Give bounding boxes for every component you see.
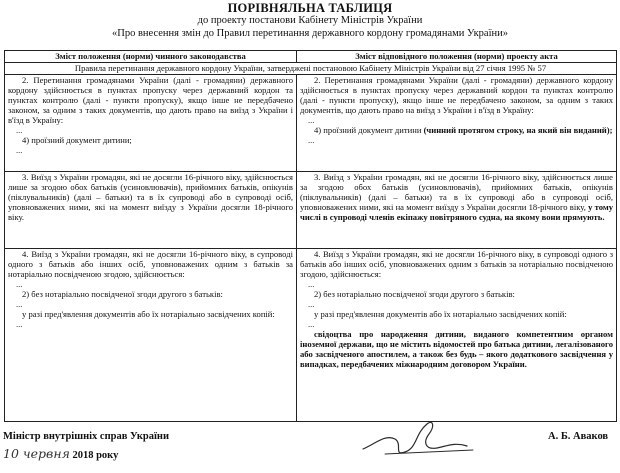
paragraph-text: 3. Виїзд з України громадян, які не досягли 16-річного віку, здійснюється лише за згодою обох батьків (усиновлювачів), прийомних батьків, опікунів (піклувальників) (далі – батьки) та в їх супроводі або в супроводі осіб, уповноважених ними, які на момент виїзду з України досягли 18-річного віку, [300,172,613,212]
table-header-row [5,51,617,63]
ellipsis: ... [308,299,315,309]
ellipsis: ... [16,299,23,309]
table-cell-draft [297,172,617,249]
list-item-text: 4) проїзний документ дитини [314,125,424,135]
minister-name: А. Б. Аваков [548,431,609,442]
document-title: ПОРІВНЯЛЬНА ТАБЛИЦЯ [227,1,393,15]
ellipsis: ... [308,135,315,145]
document-subtitle: до проекту постанови Кабінету Міністрів України [197,15,423,26]
list-item: у разі пред'явлення документів або їх нотаріально засвідчених копій: [314,309,567,319]
document-subtitle-resolution: «Про внесення змін до Правил перетинання державного кордону громадянами України» [112,28,508,39]
list-item: 2) без нотаріально посвідченої згоди другого з батьків: [314,289,515,299]
signing-date [3,446,118,461]
table-row [5,172,617,249]
list-item: 2) без нотаріально посвідченої згоди другого з батьків: [22,289,223,299]
list-item: 4) проїзний документ дитини; [22,135,132,145]
ellipsis: ... [16,125,23,135]
ellipsis: ... [16,145,23,155]
paragraph: 2. Перетинання громадянами України (далі - громадяни) державного кордону здійснюється в пунктах пропуску через державний кордон та пунктах контролю (далі - пункти пропуску), якщо інше не передбачено законом, за одним з таких документів, що дають право на виїзд з України і в'їзд в Україну: [8,75,293,125]
paragraph [300,172,613,222]
table-row [5,249,617,422]
column-header-draft: Зміст відповідного положення (норми) проекту акта [297,51,617,63]
table-cell-current [5,249,297,422]
list-item [300,125,613,135]
table-row [5,75,617,172]
ellipsis: ... [16,279,23,289]
table-cell-draft [297,249,617,422]
handwritten-date: 10 червня [3,446,70,461]
signature [355,404,485,464]
table-cell-draft [297,75,617,172]
paragraph: 3. Виїзд з України громадян, які не досягли 16-річного віку, здійснюється лише за згодою обох батьків (усиновлювачів), прийомних батьків, опікунів (піклувальників) (далі – батьки) та в їх супроводі або в супроводі осіб, уповноважених ними, які на момент виїзду з України досягли 18-річного віку. [8,172,293,222]
ellipsis: ... [308,319,315,329]
ellipsis: ... [308,279,315,289]
date-year: 2018 року [72,450,119,461]
column-header-current: Зміст положення (норми) чинного законодавства [5,51,297,63]
ellipsis: ... [308,115,315,125]
table-cell-current [5,172,297,249]
rules-band-title: Правила перетинання державного кордону України, затверджені постановою Кабінету Міністрів України від 27 січня 1995 № 57 [5,63,617,75]
table-band-row [5,63,617,75]
list-item: у разі пред'явлення документів або їх нотаріально засвідчених копій: [22,309,275,319]
paragraph: 4. Виїзд з України громадян, які не досягли 16-річного віку, в супроводі одного з батьків або інших осіб, уповноважених одним з батьків за нотаріально посвідченою згодою, здійснюється: [8,249,293,279]
comparison-table [4,50,617,422]
ministry-position: Міністр внутрішніх справ України [3,431,170,442]
amendment-text: у тому числі в супроводі членів екіпажу повітряного судна, на якому вони прямують. [300,202,613,222]
amendment-text: (чинний протягом строку, на який він виданий); [423,125,613,135]
table-cell-current [5,75,297,172]
paragraph: 2. Перетинання громадянами України (далі - громадяни) державного кордону здійснюється в пунктах пропуску через державний кордон та пунктах контролю (далі - пункти пропуску), якщо інше не передбачено законом, за одним з таких документів, що дають право на виїзд з України і в'їзд в Україну: [300,75,613,115]
paragraph: 4. Виїзд з України громадян, які не досягли 16-річного віку, в супроводі одного з батьків або інших осіб, уповноважених одним з батьків за нотаріально посвідченою згодою, здійснюється: [300,249,613,279]
ellipsis: ... [16,319,23,329]
amendment-text: свідоцтва про народження дитини, виданого компетентним органом іноземної держави, що не містить відомостей про батька дитини, легалізованого або засвідченого апостилем, а також без будь – якого додаткового засвідчення у випадках, передбачених міжнародним договором України. [300,329,613,369]
